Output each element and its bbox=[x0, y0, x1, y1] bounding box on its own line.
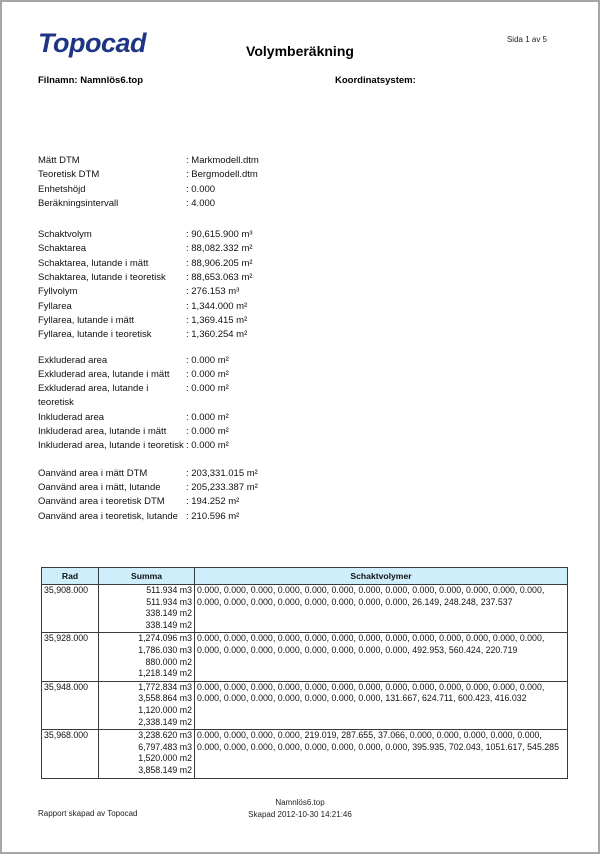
footer-document-name: Namnlös6.top bbox=[275, 798, 325, 807]
summary-row bbox=[38, 197, 259, 211]
summary-row bbox=[38, 168, 259, 182]
column-header-rad: Rad bbox=[42, 568, 99, 585]
summary-row bbox=[38, 467, 259, 481]
summary-row bbox=[38, 257, 259, 271]
summary-row bbox=[38, 481, 259, 495]
summary-row bbox=[38, 368, 259, 382]
rad-cell: 35,908.000 bbox=[42, 585, 99, 633]
table-row bbox=[42, 730, 568, 778]
summary-row bbox=[38, 439, 259, 453]
summary-value: : 203,331.015 m² bbox=[186, 467, 258, 479]
summa-line: 1,218.149 m2 bbox=[138, 668, 192, 679]
summary-value: : 0.000 m² bbox=[186, 411, 229, 423]
summary-value: : 0.000 m² bbox=[186, 440, 229, 452]
summary-row bbox=[38, 154, 259, 168]
table-row bbox=[42, 681, 568, 729]
summa-cell bbox=[99, 730, 195, 778]
schaktvolymer-cell: 0.000, 0.000, 0.000, 0.000, 0.000, 0.000, 0.000, 0.000, 0.000, 0.000, 0.000, 0.000, 0.000, 0.000, 0.000, 0.000, 0.000, 0.000, 0.000, 0.000, 0.000, 492.953, 560.424, 220.719 bbox=[195, 633, 568, 681]
report-title: Volymberäkning bbox=[246, 43, 354, 59]
summary-value: : 1,344.000 m² bbox=[186, 300, 248, 312]
schaktvolymer-cell: 0.000, 0.000, 0.000, 0.000, 219.019, 287.655, 37.066, 0.000, 0.000, 0.000, 0.000, 0.000, 0.000, 0.000, 0.000, 0.000, 0.000, 0.000, 0.000, 0.000, 395.935, 702.043, 1051.617, 545.285 bbox=[195, 730, 568, 778]
summary-value: : 1,369.415 m² bbox=[186, 314, 248, 326]
summa-line: 338.149 m2 bbox=[145, 608, 192, 619]
summa-cell bbox=[99, 585, 195, 633]
schaktvolymer-cell: 0.000, 0.000, 0.000, 0.000, 0.000, 0.000, 0.000, 0.000, 0.000, 0.000, 0.000, 0.000, 0.000, 0.000, 0.000, 0.000, 0.000, 0.000, 0.000, 0.000, 131.667, 624.711, 600.423, 416.032 bbox=[195, 681, 568, 729]
summary-value: : 88,082.332 m² bbox=[186, 243, 253, 255]
summary-label: Oanvänd area i teoretisk DTM bbox=[38, 496, 165, 508]
summary-value: : Markmodell.dtm bbox=[186, 155, 259, 166]
summary-row bbox=[38, 495, 259, 509]
summary-value: : Bergmodell.dtm bbox=[186, 169, 258, 181]
summary-label: Inkluderad area, lutande i teoretisk bbox=[38, 440, 184, 452]
summa-line: 3,858.149 m2 bbox=[138, 764, 192, 775]
summary-row bbox=[38, 328, 259, 342]
summary-block-volumes bbox=[38, 228, 259, 342]
summary-row bbox=[38, 285, 259, 299]
summa-cell bbox=[99, 633, 195, 681]
table-row bbox=[42, 585, 568, 633]
summary-row bbox=[38, 411, 259, 425]
summary-value: : 88,906.205 m² bbox=[186, 257, 253, 269]
footer-created-timestamp: Skapad 2012-10-30 14:21:46 bbox=[248, 810, 352, 819]
summary-value: : 90,615.900 m³ bbox=[186, 229, 253, 241]
summary-label: Teoretisk DTM bbox=[38, 169, 100, 181]
summa-line: 338.149 m2 bbox=[145, 619, 192, 630]
summary-label: Schaktarea, lutande i teoretisk bbox=[38, 272, 166, 284]
summary-row bbox=[38, 183, 259, 197]
topocad-logo: Topocad bbox=[38, 28, 146, 58]
summary-label: Inkluderad area bbox=[38, 411, 105, 423]
summary-value: : 0.000 m² bbox=[186, 383, 229, 395]
summary-value: : 0.000 m² bbox=[186, 354, 229, 366]
summary-label: Enhetshöjd bbox=[38, 183, 86, 195]
summary-row bbox=[38, 425, 259, 439]
summa-line: 1,772.834 m3 bbox=[138, 681, 192, 692]
summary-label: Fyllvolym bbox=[38, 286, 78, 298]
summary-value: : 194.252 m² bbox=[186, 496, 240, 508]
summary-row bbox=[38, 271, 259, 285]
summary-label: Fyllarea, lutande i mätt bbox=[38, 314, 135, 326]
summa-line: 1,274.096 m3 bbox=[138, 633, 192, 644]
summary-label: Schaktarea, lutande i mätt bbox=[38, 257, 149, 269]
summa-line: 6,797.483 m3 bbox=[138, 741, 192, 752]
volume-table bbox=[41, 567, 568, 779]
summary-block-excluded-included bbox=[38, 354, 259, 454]
summa-line: 1,786.030 m3 bbox=[138, 644, 192, 655]
table-row bbox=[42, 633, 568, 681]
summary-row bbox=[38, 242, 259, 256]
summary-label: Oanvänd area i teoretisk, lutande bbox=[38, 510, 178, 522]
footer-report-by: Rapport skapad av Topocad bbox=[38, 809, 138, 818]
summa-line: 2,338.149 m2 bbox=[138, 716, 192, 727]
summa-line: 511.934 m3 bbox=[146, 596, 192, 607]
summary-row bbox=[38, 228, 259, 242]
summary-value: : 4.000 bbox=[186, 197, 216, 209]
summary-row bbox=[38, 382, 259, 411]
schaktvolymer-cell: 0.000, 0.000, 0.000, 0.000, 0.000, 0.000, 0.000, 0.000, 0.000, 0.000, 0.000, 0.000, 0.000, 0.000, 0.000, 0.000, 0.000, 0.000, 0.000, 0.000, 0.000, 26.149, 248.248, 237.537 bbox=[195, 585, 568, 633]
summa-line: 1,520.000 m2 bbox=[138, 753, 192, 764]
summary-row bbox=[38, 354, 259, 368]
summary-value: : 0.000 m² bbox=[186, 426, 229, 438]
summa-line: 880.000 m2 bbox=[145, 656, 192, 667]
coordinate-system-label: Koordinatsystem: bbox=[335, 75, 416, 86]
summary-value: : 1,360.254 m² bbox=[186, 329, 248, 341]
summary-label: Fyllarea bbox=[38, 300, 72, 312]
summary-value: : 0.000 bbox=[186, 183, 216, 195]
summary-row bbox=[38, 300, 259, 314]
summary-label: Fyllarea, lutande i teoretisk bbox=[38, 329, 152, 341]
summary-row bbox=[38, 314, 259, 328]
summa-line: 3,238.620 m3 bbox=[138, 730, 192, 741]
summary-label: Exkluderad area, lutande i teoretisk bbox=[38, 383, 149, 409]
summary-label: Mätt DTM bbox=[38, 155, 80, 166]
summary-row bbox=[38, 510, 259, 524]
column-header-schaktvolymer: Schaktvolymer bbox=[195, 568, 568, 585]
summa-line: 3,558.864 m3 bbox=[138, 693, 192, 704]
summary-value: : 210.596 m² bbox=[186, 510, 240, 522]
filename-label: Filnamn: Namnlös6.top bbox=[38, 75, 144, 86]
rad-cell: 35,968.000 bbox=[42, 730, 99, 778]
summa-line: 511.934 m3 bbox=[146, 585, 192, 595]
summary-label: Beräkningsintervall bbox=[38, 197, 119, 209]
summa-line: 1,120.000 m2 bbox=[138, 704, 192, 715]
rad-cell: 35,948.000 bbox=[42, 681, 99, 729]
summary-block-models bbox=[38, 154, 259, 211]
summary-block-unused bbox=[38, 467, 259, 524]
page-indicator: Sida 1 av 5 bbox=[506, 35, 547, 44]
summary-label: Exkluderad area, lutande i mätt bbox=[38, 368, 170, 380]
summary-section bbox=[38, 154, 259, 524]
column-header-summa: Summa bbox=[99, 568, 195, 585]
summary-label: Inkluderad area, lutande i mätt bbox=[38, 426, 167, 438]
summary-label: Schaktarea bbox=[38, 243, 87, 255]
rad-cell: 35,928.000 bbox=[42, 633, 99, 681]
summary-label: Schaktvolym bbox=[38, 229, 92, 241]
summary-value: : 88,653.063 m² bbox=[186, 272, 253, 284]
table-header-row bbox=[42, 568, 568, 585]
summary-label: Oanvänd area i mätt DTM bbox=[38, 467, 148, 479]
summary-value: : 205,233.387 m² bbox=[186, 481, 258, 493]
summary-label: Exkluderad area bbox=[38, 354, 108, 366]
summary-value: : 0.000 m² bbox=[186, 368, 229, 380]
summary-label: Oanvänd area i mätt, lutande bbox=[38, 481, 161, 493]
summa-cell bbox=[99, 681, 195, 729]
summary-value: : 276.153 m³ bbox=[186, 286, 240, 298]
